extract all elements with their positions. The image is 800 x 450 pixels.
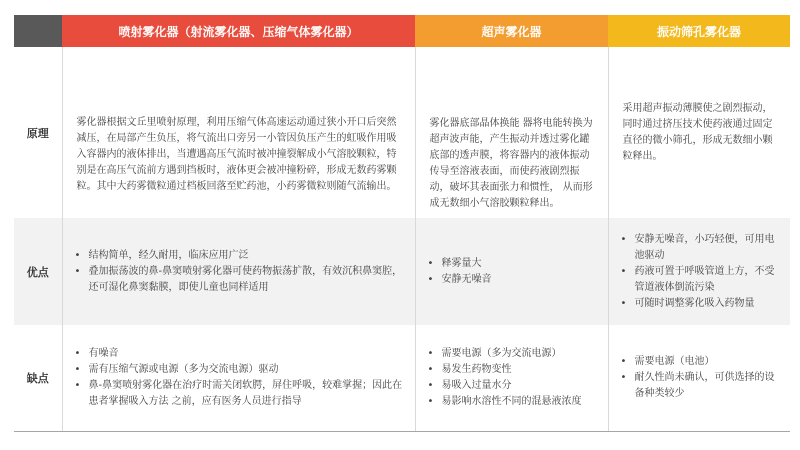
advantages-mesh-list (609, 232, 791, 312)
list-item: • 易发生药物变性 (416, 362, 600, 378)
header-mesh-nebulizer: 振动筛孔雾化器 (608, 15, 790, 47)
row-principle (14, 47, 790, 218)
disadvantages-ultrasonic-list (416, 346, 608, 410)
header-corner-cell (14, 15, 62, 47)
comparison-table (14, 15, 790, 432)
advantages-mesh-cell (608, 218, 790, 325)
disadvantages-ultrasonic-cell (415, 325, 608, 432)
list-item: • 可随时调整雾化吸入药物量 (609, 296, 783, 312)
row-label-advantages: 优点 (14, 218, 62, 325)
principle-mesh-text: 采用超声振动薄膜使之剧烈振动，同时通过挤压技术使药液通过固定直径的微小筛孔，形成无数细小颗粒释出。 (622, 102, 773, 162)
list-item: • 安静无噪音，小巧轻便，可用电池驱动 (609, 232, 783, 264)
row-label-principle: 原理 (14, 47, 62, 218)
list-item: • 需要电源（多为交流电源） (416, 346, 600, 362)
advantages-ultrasonic-list (416, 256, 608, 288)
disadvantages-jet-list (63, 346, 415, 410)
principle-mesh-cell (608, 47, 790, 218)
list-item: • 易影响水溶性不同的混悬液浓度 (416, 394, 600, 410)
header-ultrasonic-nebulizer: 超声雾化器 (415, 15, 608, 47)
list-item: • 需要电源（电池） (609, 354, 783, 370)
list-item: • 易吸入过量水分 (416, 378, 600, 394)
header-row (14, 15, 790, 47)
advantages-ultrasonic-cell (415, 218, 608, 325)
principle-ultrasonic-cell (415, 47, 608, 218)
row-label-disadvantages: 缺点 (14, 325, 62, 432)
list-item: • 有噪音 (63, 346, 407, 362)
principle-ultrasonic-text: 雾化器底部晶体换能 器将电能转换为超声波声能，产生振动并透过雾化罐底部的透声膜，将容器内的液体振动传导至溶液表面，而使药液剧烈振动，破坏其表面张力和惯性， 从而形成无数细小气溶胶颗粒释出。 (429, 117, 593, 209)
advantages-jet-list (63, 248, 415, 296)
disadvantages-jet-cell (62, 325, 415, 432)
header-jet-nebulizer: 喷射雾化器（射流雾化器、压缩气体雾化器） (62, 15, 415, 47)
disadvantages-mesh-cell (608, 325, 790, 432)
list-item: • 安静无噪音 (416, 272, 600, 288)
list-item: • 鼻-鼻窦喷射雾化器在治疗时需关闭软腭，屏住呼吸，较难掌握；因此在患者掌握吸入方法 之前，应有医务人员进行指导 (63, 378, 407, 410)
disadvantages-mesh-list (609, 354, 791, 402)
advantages-jet-cell (62, 218, 415, 325)
list-item: • 耐久性尚未确认，可供选择的设备种类较少 (609, 370, 783, 402)
principle-jet-cell (62, 47, 415, 218)
list-item: • 释雾量大 (416, 256, 600, 272)
list-item: • 叠加振荡波的鼻-鼻窦喷射雾化器可使药物振荡扩散，有效沉积鼻窦腔，还可湿化鼻窦黏膜，即使儿童也同样适用 (63, 264, 407, 296)
list-item: • 药液可置于呼吸管道上方，不受管道液体倒流污染 (609, 264, 783, 296)
row-advantages (14, 218, 790, 325)
list-item: • 结构简单，经久耐用，临床应用广泛 (63, 248, 407, 264)
list-item: • 需有压缩气源或电源（多为交流电源）驱动 (63, 362, 407, 378)
row-disadvantages (14, 325, 790, 432)
principle-jet-text: 雾化器根据文丘里喷射原理，利用压缩气体高速运动通过狭小开口后突然减压，在局部产生负压，将气流出口旁另一小管因负压产生的虹吸作用吸入容器内的液体排出，当遭遇高压气流时被冲撞裂解成小气溶胶颗粒，特别是在高压气流前方遇到挡板时，液体更会被冲撞粉碎，形成无数药雾颗粒。其中大药雾微粒通过档板回落至贮药池，小药雾微粒则随气流输出。 (76, 116, 397, 192)
